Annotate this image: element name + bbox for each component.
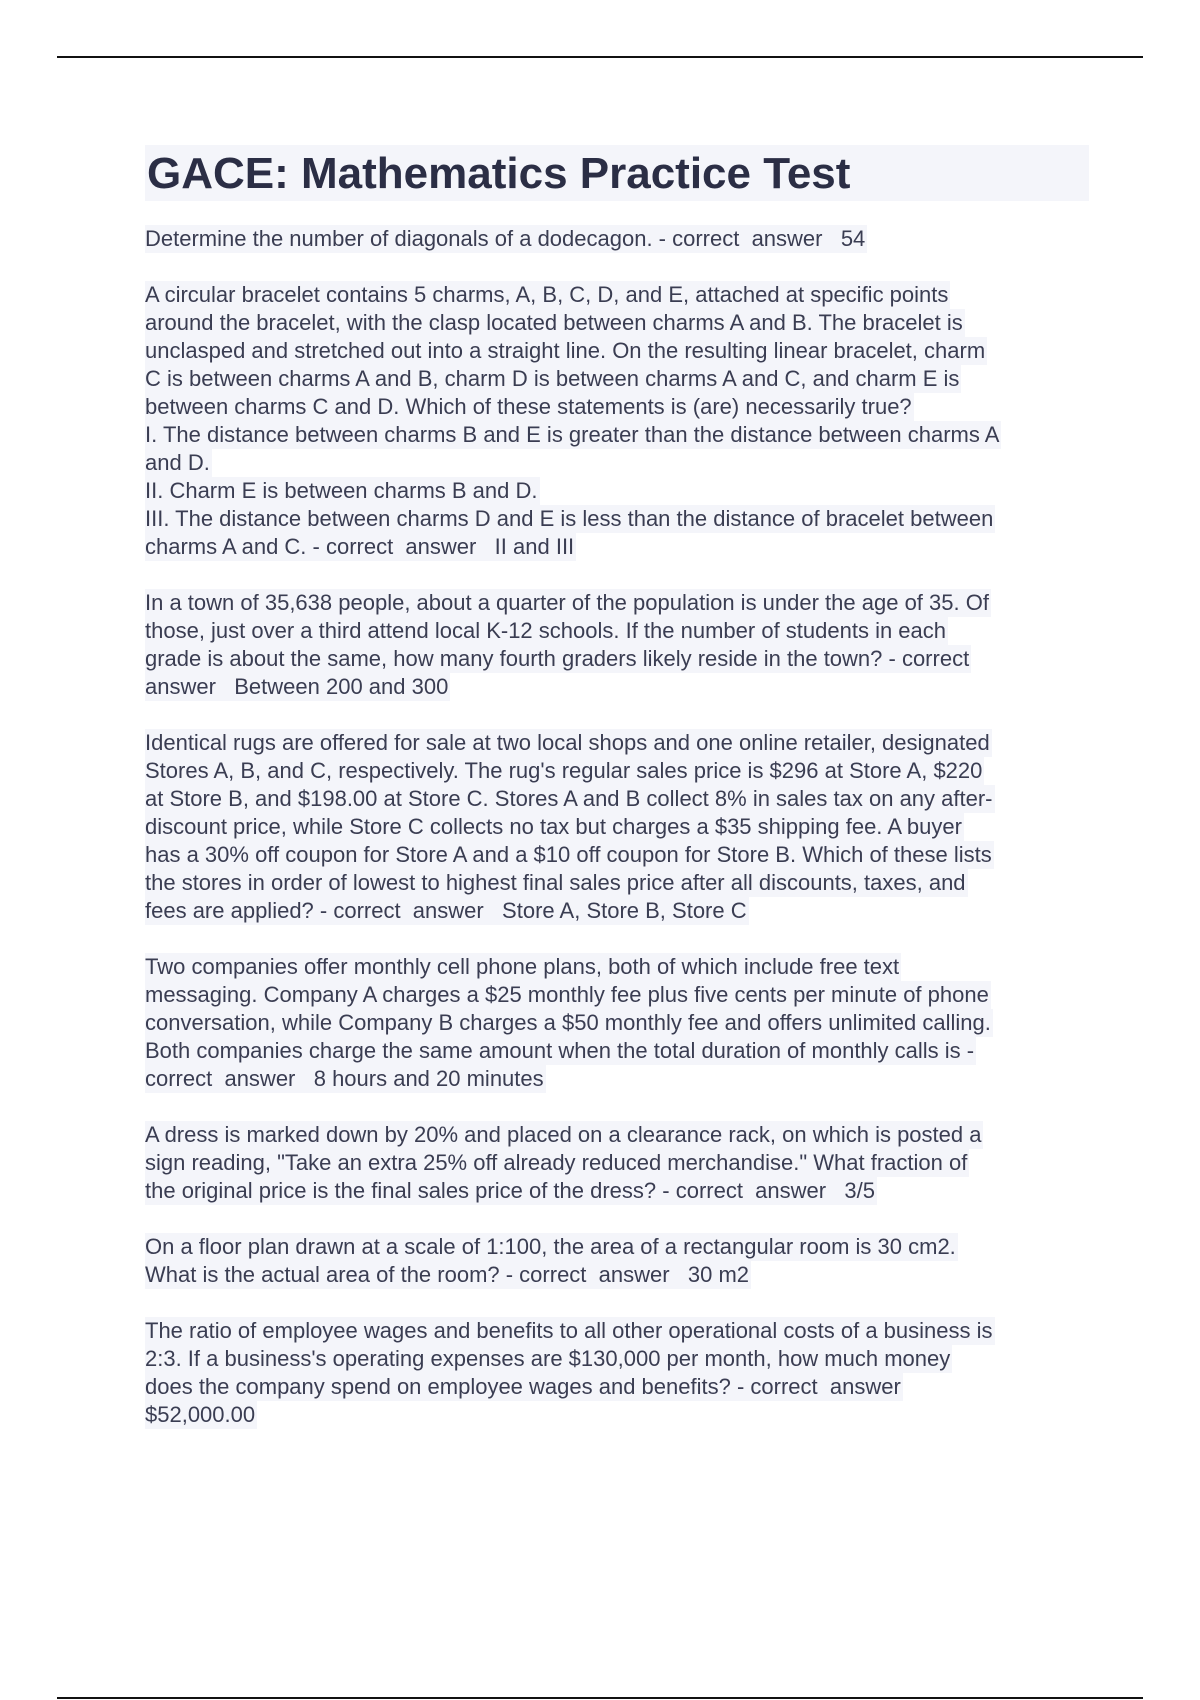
- question-line: and D.: [145, 450, 210, 475]
- question-line: those, just over a third attend local K-12 schools. If the number of students in each: [145, 618, 947, 643]
- question-line: does the company spend on employee wages and benefits? - correct answer: [145, 1374, 901, 1399]
- question-item: [145, 281, 1089, 561]
- question-line: grade is about the same, how many fourth graders likely reside in the town? - correct: [145, 646, 970, 671]
- question-line: correct answer 8 hours and 20 minutes: [145, 1066, 544, 1091]
- question-item: [145, 1233, 1089, 1289]
- question-item: [145, 953, 1089, 1093]
- question-line: has a 30% off coupon for Store A and a $10 off coupon for Store B. Which of these lists: [145, 842, 992, 867]
- question-line: Stores A, B, and C, respectively. The rug's regular sales price is $296 at Store A, $220: [145, 758, 983, 783]
- document-title: GACE: Mathematics Practice Test: [145, 145, 1089, 201]
- question-line: Two companies offer monthly cell phone plans, both of which include free text: [145, 954, 900, 979]
- question-line: conversation, while Company B charges a $50 monthly fee and offers unlimited calling.: [145, 1010, 991, 1035]
- question-line: A dress is marked down by 20% and placed on a clearance rack, on which is posted a: [145, 1122, 982, 1147]
- question-line: sign reading, "Take an extra 25% off already reduced merchandise." What fraction of: [145, 1150, 968, 1175]
- question-line: I. The distance between charms B and E is greater than the distance between charms A: [145, 422, 1000, 447]
- bottom-rule: [57, 1697, 1143, 1699]
- question-line: III. The distance between charms D and E is less than the distance of bracelet between: [145, 506, 994, 531]
- question-line: The ratio of employee wages and benefits to all other operational costs of a business is: [145, 1318, 993, 1343]
- question-line: answer Between 200 and 300: [145, 674, 449, 699]
- question-line: the original price is the final sales price of the dress? - correct answer 3/5: [145, 1178, 876, 1203]
- question-line: discount price, while Store C collects no tax but charges a $35 shipping fee. A buyer: [145, 814, 962, 839]
- question-line: A circular bracelet contains 5 charms, A, B, C, D, and E, attached at specific points: [145, 282, 949, 307]
- question-line: unclasped and stretched out into a straight line. On the resulting linear bracelet, charm: [145, 338, 986, 363]
- question-item: [145, 729, 1089, 925]
- question-line: the stores in order of lowest to highest final sales price after all discounts, taxes, and: [145, 870, 966, 895]
- question-list: [145, 225, 1089, 1429]
- question-line: messaging. Company A charges a $25 monthly fee plus five cents per minute of phone: [145, 982, 989, 1007]
- question-line: Determine the number of diagonals of a dodecagon. - correct answer 54: [145, 226, 866, 251]
- question-item: [145, 1121, 1089, 1205]
- top-rule: [57, 56, 1143, 58]
- question-line: 2:3. If a business's operating expenses are $130,000 per month, how much money: [145, 1346, 951, 1371]
- question-line: fees are applied? - correct answer Store A, Store B, Store C: [145, 898, 747, 923]
- question-line: What is the actual area of the room? - correct answer 30 m2: [145, 1262, 750, 1287]
- question-line: II. Charm E is between charms B and D.: [145, 478, 538, 503]
- question-item: [145, 1317, 1089, 1429]
- question-line: between charms C and D. Which of these statements is (are) necessarily true?: [145, 394, 912, 419]
- question-item: [145, 589, 1089, 701]
- question-line: Both companies charge the same amount when the total duration of monthly calls is -: [145, 1038, 975, 1063]
- question-line: around the bracelet, with the clasp located between charms A and B. The bracelet is: [145, 310, 963, 335]
- question-line: Identical rugs are offered for sale at two local shops and one online retailer, designated: [145, 730, 990, 755]
- question-line: C is between charms A and B, charm D is between charms A and C, and charm E is: [145, 366, 960, 391]
- question-line: On a floor plan drawn at a scale of 1:100, the area of a rectangular room is 30 cm2.: [145, 1234, 956, 1259]
- question-item: [145, 225, 1089, 253]
- question-line: at Store B, and $198.00 at Store C. Stores A and B collect 8% in sales tax on any after-: [145, 786, 993, 811]
- question-line: $52,000.00: [145, 1402, 256, 1427]
- question-line: charms A and C. - correct answer II and III: [145, 534, 575, 559]
- document-body: [145, 145, 1089, 1429]
- question-line: In a town of 35,638 people, about a quarter of the population is under the age of 35. Of: [145, 590, 989, 615]
